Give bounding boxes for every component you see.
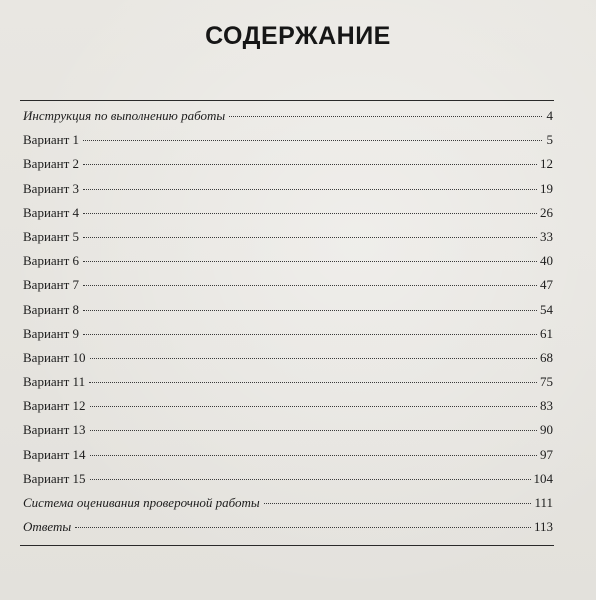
toc-entry[interactable] xyxy=(23,418,553,442)
toc-entry-label: Вариант 11 xyxy=(23,374,86,390)
toc-entry-label: Вариант 3 xyxy=(23,180,80,196)
toc-entry[interactable] xyxy=(23,346,553,370)
toc-entry-page: 113 xyxy=(533,519,553,535)
toc-entry[interactable] xyxy=(23,152,553,176)
dot-leader xyxy=(83,285,537,286)
toc-entry-page: 83 xyxy=(540,398,553,414)
dot-leader xyxy=(90,430,537,431)
dot-leader xyxy=(83,237,537,238)
dot-leader xyxy=(83,310,537,311)
toc-entry-label: Вариант 10 xyxy=(23,349,86,365)
toc-entry-page: 5 xyxy=(546,132,553,148)
toc-entry-label: Вариант 5 xyxy=(23,228,80,244)
toc-entry-label: Вариант 2 xyxy=(23,156,80,172)
toc-entry-label: Система оценивания проверочной работы xyxy=(23,495,260,510)
toc-entry-page: 47 xyxy=(540,277,553,293)
bottom-rule xyxy=(20,545,554,546)
dot-leader xyxy=(83,140,542,141)
page-title: СОДЕРЖАНИЕ xyxy=(205,22,391,50)
dot-leader xyxy=(90,406,537,407)
dot-leader xyxy=(229,116,542,117)
toc-entry-page: 26 xyxy=(540,204,553,220)
toc-entry-page: 97 xyxy=(540,446,553,462)
toc-entry-label: Вариант 6 xyxy=(23,253,80,269)
toc-entry-page: 104 xyxy=(533,470,553,486)
toc-entry-page: 12 xyxy=(540,156,553,172)
toc-entry-page: 54 xyxy=(540,301,553,317)
toc-entry-label: Вариант 8 xyxy=(23,301,80,317)
toc-entry[interactable] xyxy=(23,370,553,394)
dot-leader xyxy=(89,382,537,383)
dot-leader xyxy=(83,261,537,262)
top-rule xyxy=(20,100,554,101)
toc-entry[interactable] xyxy=(23,394,553,418)
toc-entry-page: 19 xyxy=(540,180,553,196)
toc-entry[interactable] xyxy=(23,467,553,491)
toc-entry-page: 75 xyxy=(540,374,553,390)
toc-entry-label: Вариант 13 xyxy=(23,422,86,438)
toc-entry[interactable] xyxy=(23,225,553,249)
toc-entry-label: Инструкция по выполнению работы xyxy=(23,108,226,123)
toc-entry-label: Ответы xyxy=(23,519,72,535)
toc-entry[interactable] xyxy=(23,104,553,128)
toc-entry-label: Вариант 15 xyxy=(23,470,86,486)
dot-leader xyxy=(90,358,537,359)
toc-entry[interactable] xyxy=(23,298,553,322)
toc-entry[interactable] xyxy=(23,128,553,152)
dot-leader xyxy=(83,189,537,190)
toc-entry-page: 61 xyxy=(540,325,553,341)
toc-entry[interactable] xyxy=(23,177,553,201)
toc-entry[interactable] xyxy=(23,249,553,273)
toc-entry-page: 4 xyxy=(546,108,553,123)
toc-entry[interactable] xyxy=(23,201,553,225)
toc-entry-page: 90 xyxy=(540,422,553,438)
toc-entry-label: Вариант 14 xyxy=(23,446,86,462)
dot-leader xyxy=(75,527,531,528)
toc-entry-page: 111 xyxy=(534,495,553,510)
dot-leader xyxy=(90,479,531,480)
toc-entry[interactable] xyxy=(23,515,553,539)
toc-entry[interactable] xyxy=(23,491,553,515)
toc-entry[interactable] xyxy=(23,443,553,467)
dot-leader xyxy=(90,455,537,456)
dot-leader xyxy=(83,213,537,214)
dot-leader xyxy=(83,164,537,165)
toc-entry-page: 40 xyxy=(540,253,553,269)
toc-entry-label: Вариант 12 xyxy=(23,398,86,414)
toc-entry[interactable] xyxy=(23,322,553,346)
toc-entry-label: Вариант 1 xyxy=(23,132,80,148)
toc-entry[interactable] xyxy=(23,273,553,297)
toc-entry-page: 68 xyxy=(540,349,553,365)
dot-leader xyxy=(83,334,537,335)
toc-entry-label: Вариант 7 xyxy=(23,277,80,293)
toc-entry-label: Вариант 4 xyxy=(23,204,80,220)
toc-entry-label: Вариант 9 xyxy=(23,325,80,341)
toc-entry-page: 33 xyxy=(540,228,553,244)
dot-leader xyxy=(264,503,532,504)
table-of-contents xyxy=(23,104,553,539)
